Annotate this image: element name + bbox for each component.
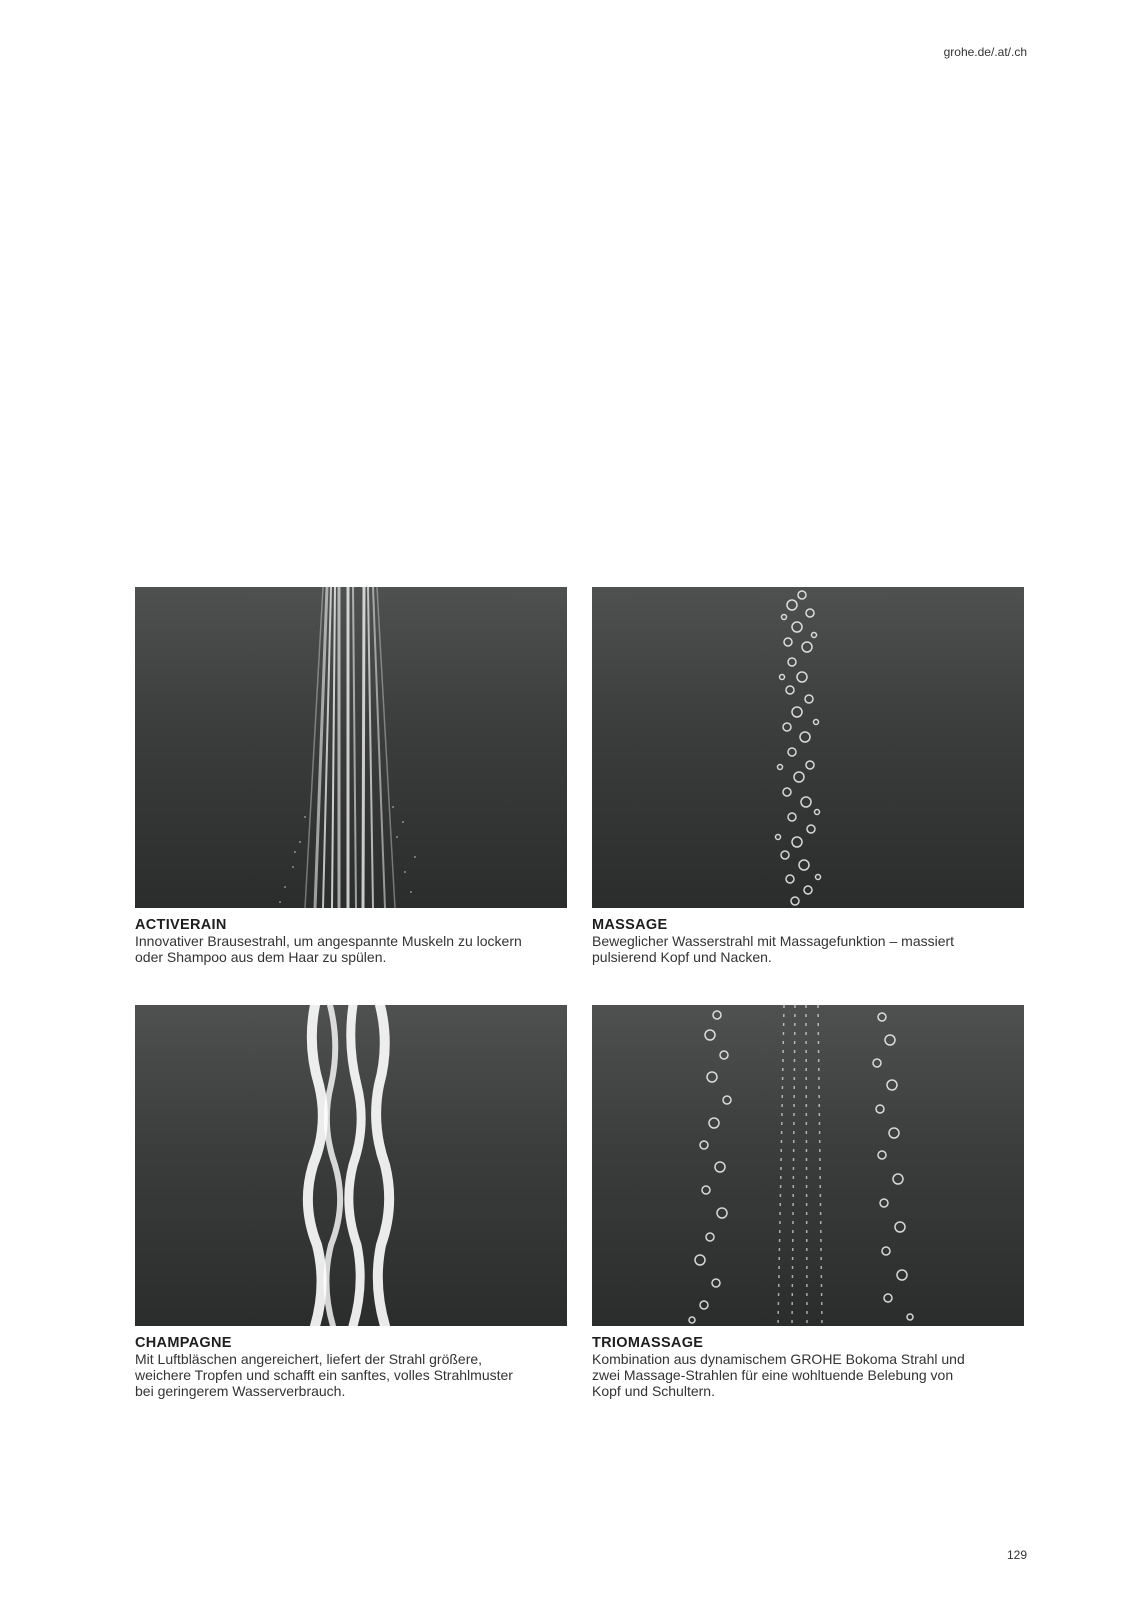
page-number: 129 [1006,1548,1027,1562]
champagne-spray-photo [135,1005,567,1326]
massage-spray-photo [592,587,1024,908]
website-url: grohe.de/.at/.ch [943,45,1027,59]
spray-description: Innovativer Brausestrahl, um angespannte Muskeln zu lockern oder Shampoo aus dem Haar zu spülen. [135,933,522,965]
spray-card-activerain [135,587,567,965]
spray-title: TRIOMASSAGE [592,1335,704,1351]
spray-card-massage [592,587,1024,965]
spray-title: ACTIVERAIN [135,917,227,933]
spray-description: Kombination aus dynamischem GROHE Bokoma Strahl und zwei Massage-Strahlen für eine wohltuende Belebung von Kopf und Schultern. [592,1351,965,1399]
spray-title: CHAMPAGNE [135,1335,232,1351]
spray-description: Beweglicher Wasserstrahl mit Massagefunktion – massiert pulsierend Kopf und Nacken. [592,933,955,965]
activerain-spray-photo [135,587,567,908]
spray-card-champagne [135,1005,567,1399]
triomassage-spray-photo [592,1005,1024,1326]
spray-description: Mit Luftbläschen angereichert, liefert der Strahl größere, weichere Tropfen und schafft ein sanftes, volles Strahlmuster bei geringerem Wasserverbrauch. [135,1351,513,1399]
spray-card-triomassage [592,1005,1024,1399]
spray-title: MASSAGE [592,917,668,933]
